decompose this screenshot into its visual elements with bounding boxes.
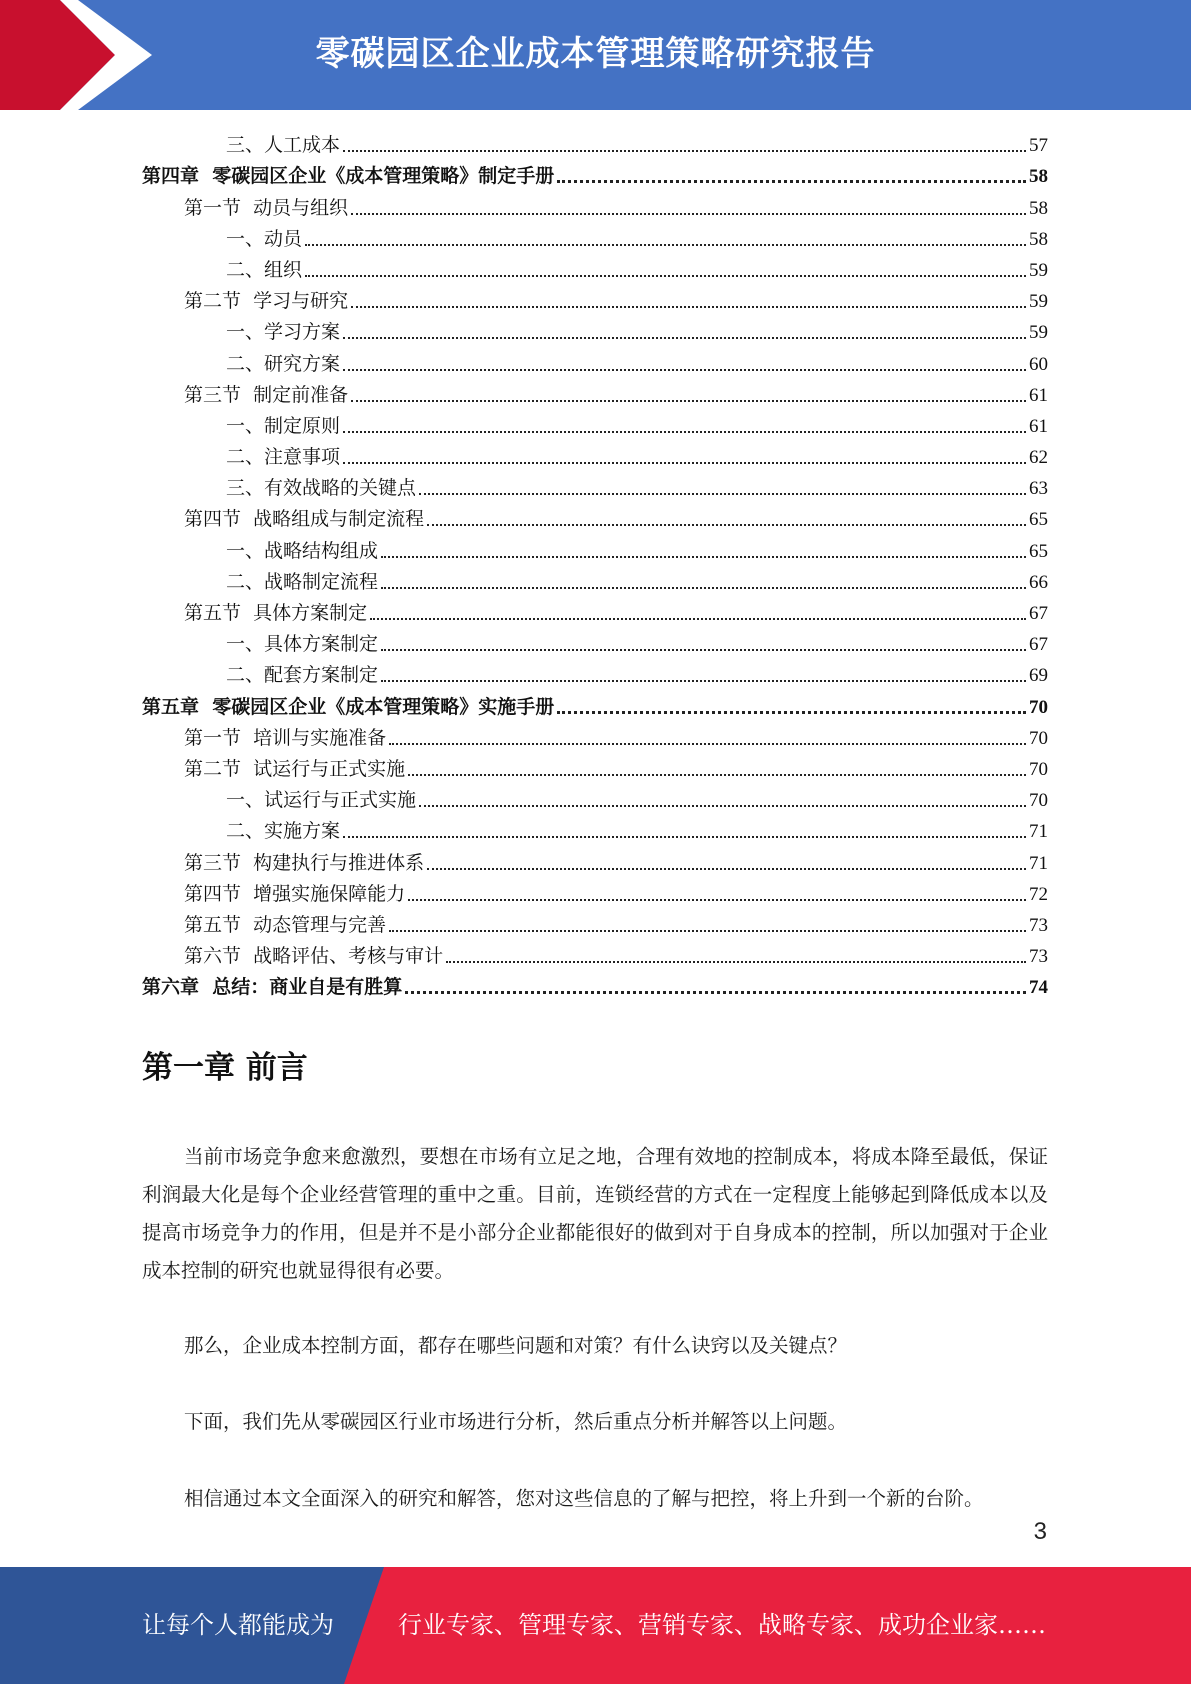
toc-entry[interactable] <box>142 721 1048 752</box>
toc-entry-page: 67 <box>1029 634 1048 656</box>
toc-dot-leader <box>343 337 1026 339</box>
toc-entry[interactable] <box>142 378 1048 409</box>
toc-entry-label: 第五节 具体方案制定 <box>184 602 368 624</box>
toc-entry-label: 二、配套方案制定 <box>226 664 379 687</box>
paragraph: 那么，企业成本控制方面，都存在哪些问题和对策？有什么诀窍以及关键点？ <box>184 1334 848 1357</box>
toc-entry[interactable] <box>142 814 1048 845</box>
toc-entry-page: 72 <box>1029 883 1048 905</box>
toc-dot-leader <box>419 805 1026 807</box>
toc-dot-leader <box>381 556 1026 558</box>
toc-entry-label: 一、具体方案制定 <box>226 633 379 656</box>
toc-entry-label: 第二节 学习与研究 <box>184 290 349 313</box>
toc-entry-label: 一、试运行与正式实施 <box>226 789 417 812</box>
toc-dot-leader <box>408 899 1026 901</box>
chapter-heading: 第一章 前言 <box>142 1050 308 1086</box>
toc-dot-leader <box>389 743 1026 745</box>
toc-entry-page: 65 <box>1029 509 1048 531</box>
document-title: 零碳园区企业成本管理策略研究报告 <box>315 34 876 74</box>
toc-dot-leader <box>351 400 1026 402</box>
toc-entry[interactable] <box>142 565 1048 596</box>
toc-entry-page: 70 <box>1029 758 1048 780</box>
toc-entry-label: 第六章 总结：商业自是有胜算 <box>142 976 403 999</box>
toc-entry-page: 70 <box>1029 790 1048 812</box>
toc-entry[interactable] <box>142 596 1048 627</box>
toc-entry[interactable] <box>142 346 1048 377</box>
toc-entry[interactable] <box>142 752 1048 783</box>
paragraph: 当前市场竞争愈来愈激烈，要想在市场有立足之地，合理有效地的控制成本，将成本降至最低，保证利润最大化是每个企业经营管理的重中之重。目前，连锁经营的方式在一定程度上能够起到降低成本以及提高市场竞争力的作用，但是并不是小部分企业都能很好的做到对于自身成本的控制，所以加强对于企业成本控制的研究也就显得很有必要。 <box>142 1145 1048 1282</box>
toc-dot-leader <box>405 991 1026 994</box>
toc-entry-page: 71 <box>1029 821 1048 843</box>
toc-entry-label: 二、战略制定流程 <box>226 570 379 593</box>
toc-entry-page: 58 <box>1029 166 1048 188</box>
toc-dot-leader <box>351 306 1026 308</box>
toc-entry-label: 二、注意事项 <box>226 446 341 469</box>
toc-dot-leader <box>408 774 1026 776</box>
toc-dot-leader <box>343 836 1026 838</box>
toc-entry[interactable] <box>142 845 1048 876</box>
toc-entry-label: 三、人工成本 <box>226 134 341 157</box>
toc-dot-leader <box>343 431 1026 433</box>
toc-dot-leader <box>370 618 1026 620</box>
toc-dot-leader <box>427 524 1026 526</box>
toc-entry-label: 第一节 动员与组织 <box>184 196 349 219</box>
toc-entry-label: 一、制定原则 <box>226 414 341 437</box>
toc-entry[interactable] <box>142 502 1048 533</box>
toc-dot-leader <box>389 930 1026 932</box>
paragraph: 下面，我们先从零碳园区行业市场进行分析，然后重点分析并解答以上问题。 <box>184 1410 848 1433</box>
toc-entry-page: 66 <box>1029 571 1048 593</box>
toc-entry[interactable] <box>142 908 1048 939</box>
toc-entry-page: 61 <box>1029 384 1048 406</box>
toc-entry-page: 58 <box>1029 197 1048 219</box>
page-number: 3 <box>1033 1518 1047 1545</box>
paragraph: 相信通过本文全面深入的研究和解答，您对这些信息的了解与把控，将上升到一个新的台阶。 <box>184 1487 984 1510</box>
toc-entry[interactable] <box>142 689 1048 720</box>
toc-dot-leader <box>557 180 1026 183</box>
toc-entry[interactable] <box>142 658 1048 689</box>
toc-entry[interactable] <box>142 284 1048 315</box>
toc-entry-label: 一、学习方案 <box>226 321 341 344</box>
header-chevron-decoration <box>0 0 160 110</box>
toc-entry[interactable] <box>142 190 1048 221</box>
toc-entry-page: 69 <box>1029 665 1048 687</box>
toc-entry-label: 二、研究方案 <box>226 352 341 375</box>
toc-entry-page: 70 <box>1029 696 1048 718</box>
toc-entry-page: 67 <box>1029 603 1048 624</box>
toc-entry[interactable] <box>142 970 1048 1001</box>
toc-entry-page: 63 <box>1029 478 1048 500</box>
toc-entry-label: 第三节 构建执行与推进体系 <box>184 851 425 874</box>
toc-entry-page: 62 <box>1029 447 1048 469</box>
toc-entry-label: 一、动员 <box>226 227 303 250</box>
toc-dot-leader <box>343 462 1026 464</box>
toc-entry-label: 第五章 零碳园区企业《成本管理策略》实施手册 <box>142 695 555 718</box>
toc-entry-label: 二、组织 <box>226 258 303 281</box>
toc-entry-label: 第五节 动态管理与完善 <box>184 913 387 936</box>
toc-entry-page: 61 <box>1029 415 1048 437</box>
toc-dot-leader <box>381 649 1026 651</box>
toc-entry[interactable] <box>142 471 1048 502</box>
toc-dot-leader <box>446 961 1026 963</box>
toc-entry-label: 二、实施方案 <box>226 820 341 843</box>
toc-entry-label: 三、有效战略的关键点 <box>226 477 417 500</box>
footer-slogan-left: 让每个人都能成为 <box>142 1611 334 1639</box>
toc-entry[interactable] <box>142 222 1048 253</box>
toc-entry[interactable] <box>142 409 1048 440</box>
toc-entry[interactable] <box>142 939 1048 970</box>
toc-dot-leader <box>305 275 1026 277</box>
toc-entry-label: 一、战略结构组成 <box>226 539 379 562</box>
toc-entry-label: 第四章 零碳园区企业《成本管理策略》制定手册 <box>142 165 555 188</box>
toc-entry[interactable] <box>142 315 1048 346</box>
toc-entry-page: 73 <box>1029 946 1048 968</box>
toc-entry-page: 59 <box>1029 259 1048 281</box>
toc-entry-page: 70 <box>1029 727 1048 749</box>
toc-entry[interactable] <box>142 877 1048 908</box>
toc-dot-leader <box>557 711 1026 714</box>
page-footer <box>0 1567 1191 1684</box>
toc-entry[interactable] <box>142 440 1048 471</box>
toc-dot-leader <box>351 213 1026 215</box>
toc-entry-page: 59 <box>1029 291 1048 313</box>
toc-dot-leader <box>305 244 1026 246</box>
page-header <box>0 0 1191 110</box>
toc-entry[interactable] <box>142 627 1048 658</box>
toc-entry[interactable] <box>142 159 1048 190</box>
toc-entry-label: 第一节 培训与实施准备 <box>184 726 387 749</box>
toc-entry-label: 第六节 战略评估、考核与审计 <box>184 945 444 968</box>
toc-dot-leader <box>419 493 1026 495</box>
toc-entry[interactable] <box>142 783 1048 814</box>
toc-entry-label: 第四节 战略组成与制定流程 <box>184 508 425 531</box>
toc-dot-leader <box>427 868 1026 870</box>
toc-entry-page: 73 <box>1029 914 1048 936</box>
toc-dot-leader <box>381 587 1026 589</box>
toc-entry-page: 60 <box>1029 353 1048 375</box>
toc-entry-page: 58 <box>1029 228 1048 250</box>
toc-entry-page: 65 <box>1029 540 1048 562</box>
footer-slogan-right: 行业专家、管理专家、营销专家、战略专家、成功企业家…… <box>398 1611 1046 1639</box>
toc-entry[interactable] <box>142 128 1048 159</box>
toc-entry-page: 59 <box>1029 322 1048 344</box>
table-of-contents <box>142 128 1048 1001</box>
toc-entry-label: 第二节 试运行与正式实施 <box>184 757 406 780</box>
toc-dot-leader <box>343 369 1026 371</box>
toc-entry-label: 第三节 制定前准备 <box>184 383 349 406</box>
toc-entry[interactable] <box>142 533 1048 564</box>
toc-entry-page: 74 <box>1029 977 1048 999</box>
toc-entry-page: 57 <box>1029 135 1048 157</box>
toc-entry[interactable] <box>142 253 1048 284</box>
toc-dot-leader <box>381 680 1026 682</box>
toc-entry-label: 第四节 增强实施保障能力 <box>184 882 406 905</box>
toc-dot-leader <box>343 150 1026 152</box>
toc-entry-page: 71 <box>1029 852 1048 874</box>
